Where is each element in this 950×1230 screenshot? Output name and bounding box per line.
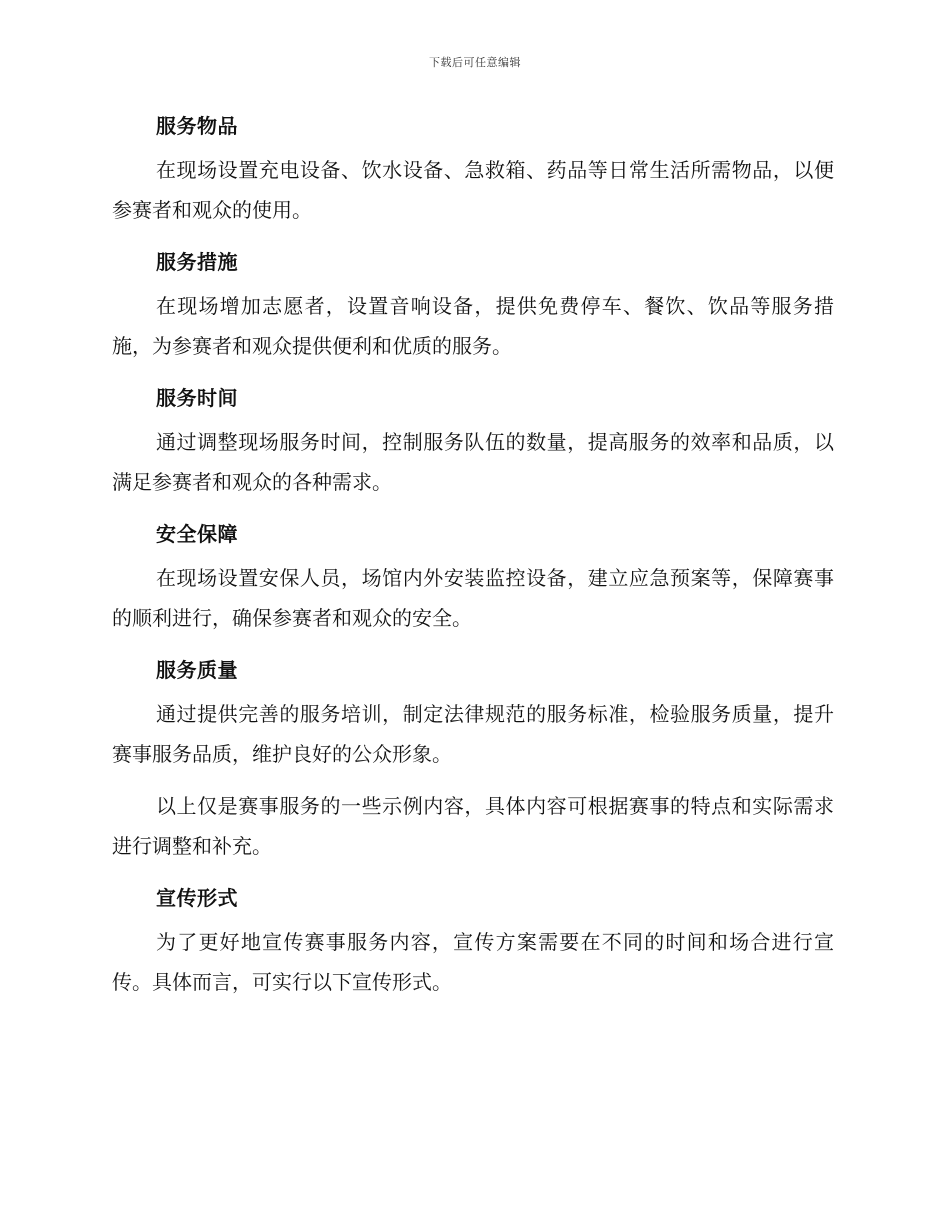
section-heading-items: 服务物品 [156,114,238,138]
section-heading-safety: 安全保障 [156,522,238,546]
page-header: 下载后可任意编辑 [429,56,521,69]
section-body-safety: 在现场设置安保人员，场馆内外安装监控设备，建立应急预案等，保障赛事的顺利进行，确保参赛者和观众的安全。 [112,566,834,630]
section-heading-time: 服务时间 [156,386,238,410]
section-heading-promo: 宣传形式 [156,886,238,910]
section-heading-quality: 服务质量 [156,658,238,682]
section-heading-measures: 服务措施 [156,250,238,274]
document-body [112,106,834,1006]
section-body-time: 通过调整现场服务时间，控制服务队伍的数量，提高服务的效率和品质，以满足参赛者和观众的各种需求。 [112,430,834,494]
section-body-quality: 通过提供完善的服务培训，制定法律规范的服务标准，检验服务质量，提升赛事服务品质，维护良好的公众形象。 [112,702,834,766]
summary-paragraph: 以上仅是赛事服务的一些示例内容，具体内容可根据赛事的特点和实际需求进行调整和补充。 [112,794,834,858]
section-body-items: 在现场设置充电设备、饮水设备、急救箱、药品等日常生活所需物品，以便参赛者和观众的使用。 [112,158,834,222]
section-body-promo: 为了更好地宣传赛事服务内容，宣传方案需要在不同的时间和场合进行宣传。具体而言，可实行以下宣传形式。 [112,930,834,994]
section-body-measures: 在现场增加志愿者，设置音响设备，提供免费停车、餐饮、饮品等服务措施，为参赛者和观众提供便利和优质的服务。 [112,294,834,358]
